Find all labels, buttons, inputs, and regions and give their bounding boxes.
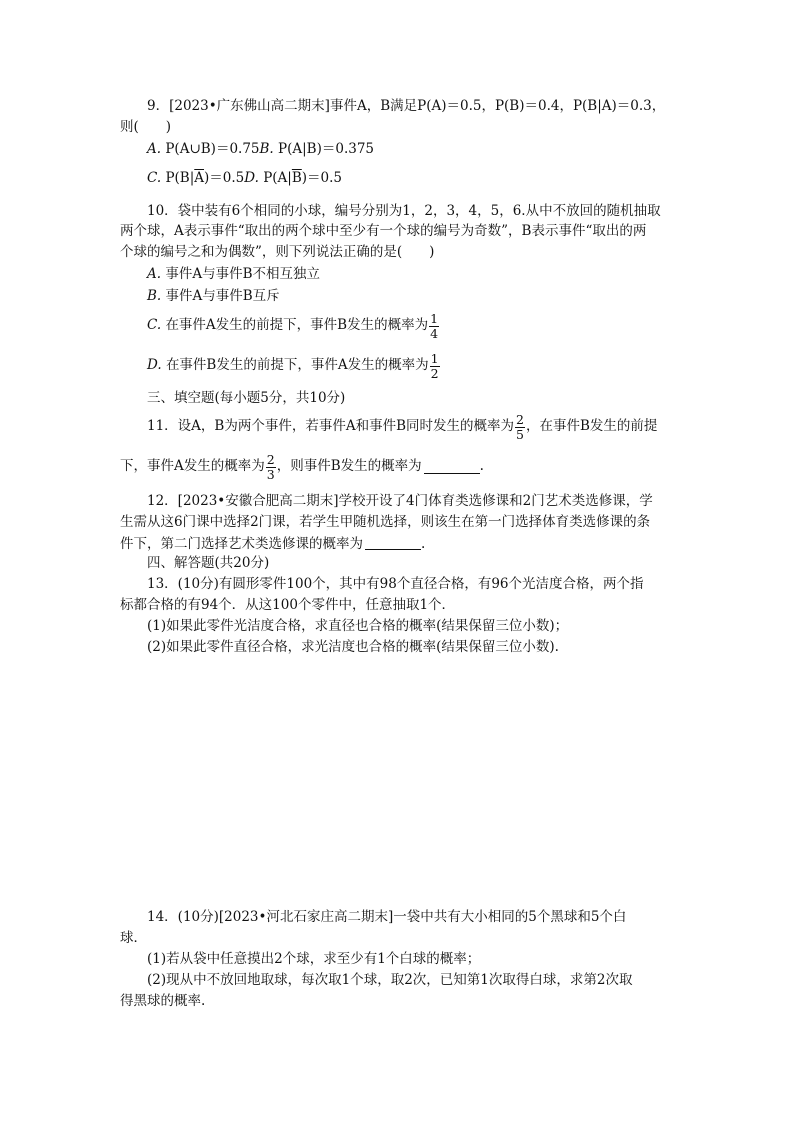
q11-num-2: 2 — [266, 452, 275, 468]
q11-line1-post: ，在事件B发生的前提 — [525, 418, 658, 435]
q9-options-ab — [147, 143, 374, 157]
q10-optC-num: 1 — [430, 311, 439, 327]
q13-line1: 13．(10分)有圆形零件100个，其中有98个直径合格，有96个光洁度合格，两个指 — [147, 576, 644, 592]
q13-sub1: (1)如果此零件光洁度合格，求直径也合格的概率(结果保留三位小数)； — [147, 618, 569, 634]
q13-sub2: (2)如果此零件直径合格，求光洁度也合格的概率(结果保留三位小数). — [147, 639, 559, 655]
q10-optC-fraction — [429, 312, 439, 339]
q11-line2-end: . — [479, 458, 484, 475]
q9-optC-pre: P(B| — [165, 170, 195, 186]
q10-optD — [147, 350, 441, 382]
q9-optD-bar: $\overline{B}$ — [291, 170, 302, 186]
q11-den-2: 3 — [266, 466, 275, 482]
q10-line1: 10．袋中装有6个相同的小球，编号分别为1，2，3，4，5，6.从中不放回的随机抽取 — [147, 203, 661, 219]
q12-line3-end: . — [421, 536, 426, 552]
q10-optC-den: 4 — [430, 325, 439, 341]
q10-optD-text: 在事件B发生的前提下，事件A发生的概率为 — [165, 357, 429, 374]
q11-fraction-2 — [266, 453, 276, 480]
q9-optA-text: P(A∪B)＝0.75 — [165, 141, 260, 157]
q10-optD-fraction — [430, 352, 440, 379]
q10-optD-num: 1 — [430, 351, 439, 367]
q9-line1: 9．[2023•广东佛山高二期末]事件A，B满足P(A)＝0.5，P(B)＝0.4，P(B|A)＝0.3， — [147, 98, 666, 114]
q10-line3: 个球的编号之和为偶数”，则下列说法正确的是( ) — [120, 244, 435, 260]
q10-optD-den: 2 — [430, 365, 439, 381]
q11-fraction-1 — [515, 413, 525, 440]
q10-optD-letter: D. — [147, 357, 162, 374]
q12-line1: 12．[2023•安徽合肥高二期末]学校开设了4门体育类选修课和2门艺术类选修课，学 — [147, 493, 653, 509]
q11-line2-post: ，则事件B发生的概率为 — [276, 458, 422, 475]
q14-sub2-line1: (2)现从中不放回地取球，每次取1个球，取2次，已知第1次取得白球，求第2次取 — [147, 972, 633, 988]
section-3-heading: 三、填空题(每小题5分，共10分) — [147, 390, 346, 406]
q14-line1: 14．(10分)[2023•河北石家庄高二期末]一袋中共有大小相同的5个黑球和5个白 — [147, 909, 627, 925]
q9-options-cd — [147, 172, 342, 186]
q11-line2 — [120, 450, 484, 484]
q11-answer-blank[interactable] — [424, 461, 480, 474]
q10-optA — [147, 268, 320, 282]
q10-optC-letter: C. — [147, 317, 162, 334]
q12-answer-blank[interactable] — [365, 537, 421, 550]
q12-line3 — [120, 537, 425, 552]
q14-sub2-line2: 得黑球的概率. — [120, 993, 206, 1009]
q12-line2: 生需从这6门课中选择2门课，若学生甲随机选择，则该生在第一门选择体育类选修课的条 — [120, 514, 651, 530]
q10-optA-text: 事件A与事件B不相互独立 — [165, 266, 321, 282]
q9-optC-bar: $\overline{A}$ — [194, 170, 205, 186]
q11-num-1: 2 — [516, 412, 524, 428]
q10-optA-letter: A. — [147, 266, 162, 282]
q10-line2: 两个球，A表示事件“取出的两个球中至少有一个球的编号为奇数”，B表示事件“取出的两 — [120, 223, 647, 239]
q9-line2: 则( ) — [120, 119, 172, 135]
q9-optB-text: P(A|B)＝0.375 — [278, 141, 375, 157]
q14-line2: 球． — [120, 930, 147, 946]
q9-optD-letter: D. — [244, 170, 259, 186]
q10-optB — [147, 290, 280, 304]
q9-optD-post: )＝0.5 — [301, 170, 343, 186]
q11-line2-pre: 下，事件A发生的概率为 — [120, 458, 265, 475]
q10-optB-text: 事件A与事件B互斥 — [165, 288, 280, 304]
q13-line2: 标都合格的有94个．从这100个零件中，任意抽取1个． — [120, 597, 456, 613]
q9-optB-letter: B. — [259, 141, 274, 157]
q9-optD-pre: P(A| — [263, 170, 292, 186]
q10-optC — [147, 310, 440, 342]
q10-optC-text: 在事件A发生的前提下，事件B发生的概率为 — [165, 317, 429, 334]
q10-optB-letter: B. — [147, 288, 162, 304]
q11-line1 — [147, 410, 657, 444]
q14-sub1: (1)若从袋中任意摸出2个球，求至少有1个白球的概率； — [147, 951, 481, 967]
q9-optA-letter: A. — [147, 141, 162, 157]
section-4-heading: 四、解答题(共20分) — [147, 555, 270, 571]
q9-optC-letter: C. — [147, 170, 162, 186]
q9-optC-post: )＝0.5 — [204, 170, 245, 186]
q11-line1-pre: 11．设A，B为两个事件，若事件A和事件B同时发生的概率为 — [147, 418, 515, 435]
q12-line3-pre: 件下，第二门选择艺术类选修课的概率为 — [120, 536, 363, 552]
q11-den-1: 5 — [516, 426, 524, 442]
